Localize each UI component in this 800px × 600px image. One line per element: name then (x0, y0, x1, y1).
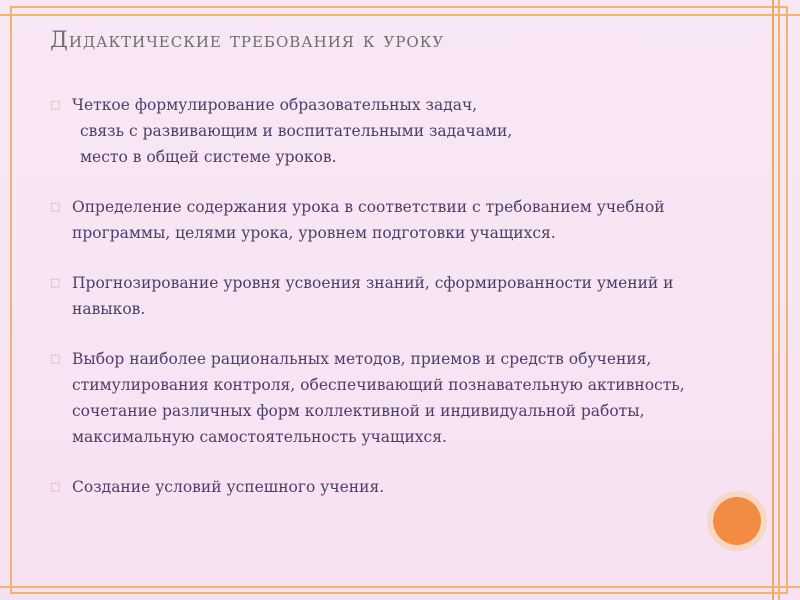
bullet-square-icon: □ (50, 276, 61, 289)
bullet-line: сочетание различных форм коллективной и индивидуальной работы, (72, 402, 645, 420)
bullet-line: Определение содержания урока в соответствии с требованием учебной (72, 198, 665, 216)
frame-line-right-1 (772, 0, 774, 600)
bullet-line: Четкое формулирование образовательных задач, (72, 96, 478, 114)
bullet-item (50, 346, 740, 450)
bullet-line: максимальную самостоятельность учащихся. (72, 428, 447, 446)
bullet-lines (72, 194, 740, 246)
bullet-item (50, 474, 740, 500)
frame-line-right-2 (778, 0, 780, 600)
bullet-item (50, 194, 740, 246)
bullet-line: Выбор наиболее рациональных методов, приемов и средств обучения, (72, 350, 652, 368)
bullet-lines (72, 92, 740, 170)
bullet-item (50, 92, 740, 170)
bullet-line: стимулирования контроля, обеспечивающий познавательную активность, (72, 376, 685, 394)
bullet-line: Прогнозирование уровня усвоения знаний, сформированности умений и (72, 274, 674, 292)
frame-line-top (0, 14, 800, 16)
bullet-square-icon: □ (50, 352, 61, 365)
bullet-item (50, 270, 740, 322)
bullet-square-icon: □ (50, 200, 61, 213)
bullet-list (50, 92, 740, 524)
frame-line-bottom (0, 586, 800, 588)
orange-circle-decoration (713, 497, 761, 545)
bullet-lines (72, 474, 740, 500)
bullet-line: место в общей системе уроков. (80, 148, 337, 166)
bullet-line: программы, целями урока, уровнем подготовки учащихся. (72, 224, 556, 242)
slide-title: Дидактические требования к уроку (50, 28, 445, 53)
bullet-square-icon: □ (50, 480, 61, 493)
bullet-lines (72, 346, 740, 450)
bullet-line: навыков. (72, 300, 146, 318)
bullet-line: связь с развивающим и воспитательными задачами, (80, 122, 513, 140)
bullet-line: Создание условий успешного учения. (72, 478, 385, 496)
bullet-square-icon: □ (50, 98, 61, 111)
bullet-lines (72, 270, 740, 322)
